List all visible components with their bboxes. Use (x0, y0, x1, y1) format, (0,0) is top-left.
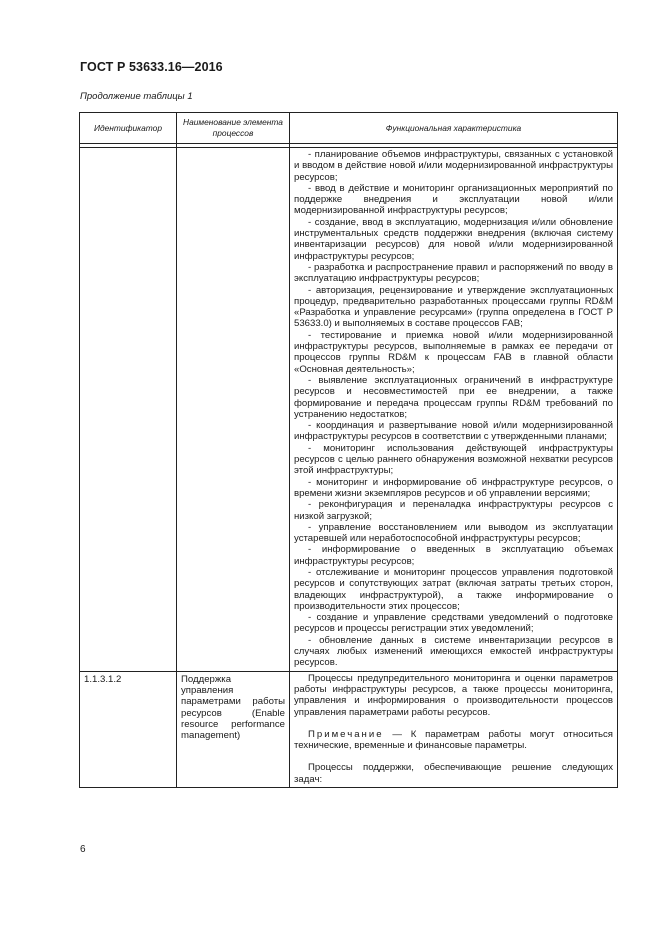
list-item: - планирование объемов инфраструктуры, связанных с установкой и вводом в действие новой и/или модернизированной инфраструктуры ресурсов; (294, 149, 613, 183)
row-name-cell (177, 148, 290, 672)
note-text: — К параметрам работы могут относиться технические, временные и финансовые параметры. (294, 728, 613, 752)
list-item: - выявление эксплуатационных ограничений в инфраструктуре ресурсов и несовместимостей при ее внедрении, а также формирование и передача процессам группы RD&M требований по устранению недостатков; (294, 374, 613, 420)
page-number: 6 (80, 844, 86, 855)
row-name-cell: Поддержка управления параметрами работы ресурсов (Enable resource performance management) (177, 671, 290, 787)
list-item: - разработка и распространение правил и распоряжений по вводу в эксплуатацию инфраструктуры ресурсов; (294, 261, 613, 285)
process-table (79, 112, 618, 788)
document-header: ГОСТ Р 53633.16—2016 (80, 60, 223, 74)
table-row (80, 671, 618, 787)
list-item: - управление восстановлением или выводом из эксплуатации устаревшей или неработоспособной инфраструктуры ресурсов; (294, 521, 613, 545)
list-item: - информирование о введенных в эксплуатацию объемах инфраструктуры ресурсов; (294, 544, 613, 567)
table-continuation-caption: Продолжение таблицы 1 (80, 91, 193, 102)
list-item: - ввод в действие и мониторинг организационных мероприятий по поддержке внедрения и эксплуатации новой и/или модернизированной инфраструктуры ресурсов; (294, 182, 613, 217)
list-item: - создание, ввод в эксплуатацию, модернизация и/или обновление инструментальных средств поддержки внедрения (включая систему инвентаризации ресурсов) для новой и/или модернизированной инфраструктуры ресурсов; (294, 216, 613, 262)
list-item: - отслеживание и мониторинг процессов управления подготовкой ресурсов и сопутствующих затрат (включая затраты третьих сторон, владеющих инфраструктурой), а также информирование о производительности этих процессов; (294, 566, 613, 612)
column-header-name: Наименование элемента процессов (177, 113, 290, 144)
column-header-id: Идентификатор (80, 113, 177, 144)
list-item: - обновление данных в системе инвентаризации ресурсов в случаях любых изменений имеющихся емкостей инфраструктуры ресурсов. (294, 634, 613, 669)
list-item: - координация и развертывание новой и/или модернизированной инфраструктуры ресурсов в соответствии с утвержденными планами; (294, 420, 613, 443)
list-item: - мониторинг и информирование об инфраструктуре ресурсов, о времени жизни экземпляров ресурсов и об управлении версиями; (294, 476, 613, 499)
description-paragraph: Процессы предупредительного мониторинга и оценки параметров работы инфраструктуры ресурсов, а также процессы мониторинга, управления и информирования о производительности процессов управления параметрами работы ресурсов. (294, 672, 613, 718)
column-header-function: Функциональная характеристика (290, 113, 618, 144)
row-id-cell (80, 148, 177, 672)
note-label: Примечание (308, 728, 384, 740)
note-paragraph (294, 729, 613, 752)
row-id-cell: 1.1.3.1.2 (80, 671, 177, 787)
row-function-cell (290, 148, 618, 672)
table-header-row (80, 113, 618, 144)
list-item: - тестирование и приемка новой и/или модернизированной инфраструктуры ресурсов, выполняемые в рамках ее передачи от процессов группы RD&M к процессам FAB в главной области «Основная деятельность»; (294, 329, 613, 375)
list-item: - мониторинг использования действующей инфраструктуры ресурсов с целью раннего обнаружения возможной нехватки ресурсов этой инфраструктуры; (294, 442, 613, 477)
list-item: - реконфигурация и переналадка инфраструктуры ресурсов с низкой загрузкой; (294, 499, 613, 522)
list-item: - создание и управление средствами уведомлений о подготовке ресурсов и процессы регистрации этих уведомлений; (294, 612, 613, 635)
row-function-cell (290, 671, 618, 787)
list-item: - авторизация, рецензирование и утверждение эксплуатационных процедур, предварительно разработанных процессами группы RD&M «Разработка и управление ресурсами» (группа определена в ГОСТ Р 53633.0) и выполняемых в составе процессов FAB; (294, 284, 613, 330)
table-row (80, 148, 618, 672)
description-paragraph: Процессы поддержки, обеспечивающие решение следующих задач: (294, 762, 613, 785)
